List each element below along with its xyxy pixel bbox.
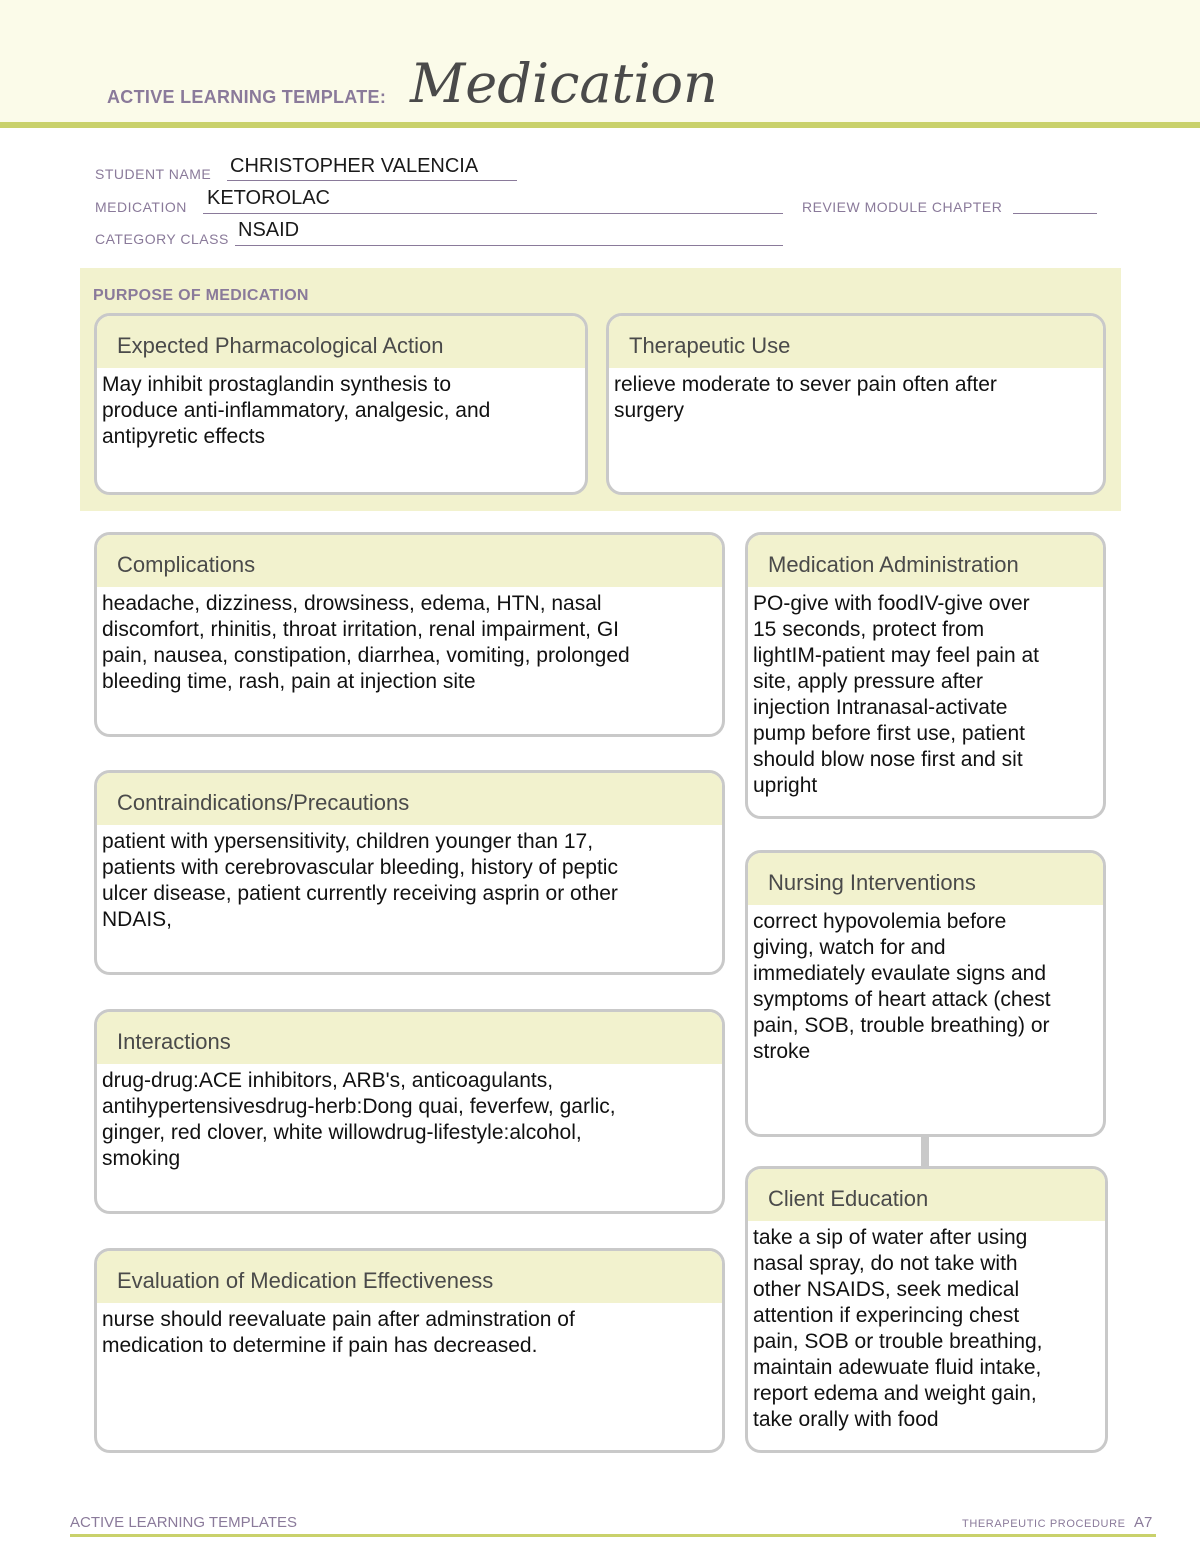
text-line: pain, SOB or trouble breathing,: [753, 1330, 1043, 1353]
student-name-value[interactable]: CHRISTOPHER VALENCIA: [230, 155, 479, 177]
text-line: drug-drug:ACE inhibitors, ARB's, anticoagulants,: [102, 1069, 554, 1092]
footer-page-number: A7: [1134, 1514, 1153, 1531]
footer-right: THERAPEUTIC PROCEDURE: [962, 1518, 1126, 1530]
administration-body[interactable]: [748, 587, 1103, 799]
template-label: ACTIVE LEARNING TEMPLATE:: [107, 87, 387, 107]
text-line: injection Intranasal-activate: [753, 696, 1008, 719]
nursing-box: [745, 850, 1106, 1137]
text-line: nasal spray, do not take with: [753, 1252, 1018, 1275]
contraindications-box: [94, 770, 725, 975]
review-module-label: REVIEW MODULE CHAPTER: [802, 199, 1003, 215]
education-box: [745, 1166, 1108, 1453]
purpose-title: PURPOSE OF MEDICATION: [93, 287, 309, 304]
text-line: headache, dizziness, drowsiness, edema, HTN, nasal: [102, 592, 602, 615]
complications-heading: Complications: [97, 535, 722, 587]
text-line: stroke: [753, 1040, 811, 1063]
category-class-label: CATEGORY CLASS: [95, 231, 229, 247]
text-line: symptoms of heart attack (chest: [753, 988, 1051, 1011]
text-line: pump before first use, patient: [753, 722, 1025, 745]
therapeutic-use-box: [606, 313, 1106, 495]
medication-label: MEDICATION: [95, 199, 187, 215]
administration-heading: Medication Administration: [748, 535, 1103, 587]
text-line: PO-give with foodIV-give over: [753, 592, 1030, 615]
text-line: patient with ypersensitivity, children younger than 17,: [102, 830, 594, 853]
evaluation-body[interactable]: [97, 1303, 722, 1359]
education-body[interactable]: [748, 1221, 1105, 1433]
complications-box: [94, 532, 725, 737]
text-line: lightIM-patient may feel pain at: [753, 644, 1039, 667]
text-line: attention if experincing chest: [753, 1304, 1020, 1327]
text-line: relieve moderate to sever pain often after: [614, 373, 997, 396]
student-name-label: STUDENT NAME: [95, 166, 212, 182]
page-title: Medication: [410, 52, 718, 115]
text-line: nurse should reevaluate pain after adminstration of: [102, 1308, 575, 1331]
nursing-body[interactable]: [748, 905, 1103, 1065]
text-line: upright: [753, 774, 818, 797]
interactions-box: [94, 1009, 725, 1214]
text-line: ulcer disease, patient currently receiving asprin or other: [102, 882, 618, 905]
text-line: maintain adewuate fluid intake,: [753, 1356, 1042, 1379]
therapeutic-use-body[interactable]: [609, 368, 1103, 424]
text-line: 15 seconds, protect from: [753, 618, 985, 641]
evaluation-box: [94, 1248, 725, 1453]
expected-action-heading: Expected Pharmacological Action: [97, 316, 585, 368]
text-line: immediately evaulate signs and: [753, 962, 1046, 985]
text-line: smoking: [102, 1147, 181, 1170]
education-heading: Client Education: [748, 1169, 1105, 1221]
category-class-value[interactable]: NSAID: [238, 219, 300, 241]
footer-left: ACTIVE LEARNING TEMPLATES: [70, 1514, 297, 1531]
text-line: correct hypovolemia before: [753, 910, 1007, 933]
expected-action-body[interactable]: [97, 368, 585, 450]
complications-body[interactable]: [97, 587, 722, 695]
text-line: antipyretic effects: [102, 425, 266, 448]
text-line: giving, watch for and: [753, 936, 946, 959]
text-line: antihypertensivesdrug-herb:Dong quai, feverfew, garlic,: [102, 1095, 616, 1118]
administration-box: [745, 532, 1106, 819]
text-line: ginger, red clover, white willowdrug-lifestyle:alcohol,: [102, 1121, 582, 1144]
text-line: report edema and weight gain,: [753, 1382, 1037, 1405]
text-line: other NSAIDS, seek medical: [753, 1278, 1020, 1301]
text-line: NDAIS,: [102, 908, 173, 931]
contraindications-body[interactable]: [97, 825, 722, 933]
category-class-line: [235, 245, 783, 246]
medication-value[interactable]: KETOROLAC: [207, 187, 330, 209]
text-line: should blow nose first and sit: [753, 748, 1023, 771]
text-line: pain, nausea, constipation, diarrhea, vomiting, prolonged: [102, 644, 630, 667]
interactions-heading: Interactions: [97, 1012, 722, 1064]
text-line: site, apply pressure after: [753, 670, 983, 693]
interactions-body[interactable]: [97, 1064, 722, 1172]
text-line: take a sip of water after using: [753, 1226, 1028, 1249]
nursing-heading: Nursing Interventions: [748, 853, 1103, 905]
text-line: May inhibit prostaglandin synthesis to: [102, 373, 452, 396]
text-line: take orally with food: [753, 1408, 939, 1431]
box-connector: [921, 1136, 929, 1166]
footer-rule: [70, 1534, 1156, 1537]
therapeutic-use-heading: Therapeutic Use: [609, 316, 1103, 368]
header-rule: [0, 122, 1200, 128]
text-line: bleeding time, rash, pain at injection site: [102, 670, 476, 693]
contraindications-heading: Contraindications/Precautions: [97, 773, 722, 825]
text-line: discomfort, rhinitis, throat irritation, renal impairment, GI: [102, 618, 620, 641]
text-line: pain, SOB, trouble breathing) or: [753, 1014, 1050, 1037]
text-line: produce anti-inflammatory, analgesic, and: [102, 399, 491, 422]
evaluation-heading: Evaluation of Medication Effectiveness: [97, 1251, 722, 1303]
text-line: medication to determine if pain has decreased.: [102, 1334, 538, 1357]
text-line: surgery: [614, 399, 685, 422]
student-name-line: [227, 180, 517, 181]
text-line: patients with cerebrovascular bleeding, history of peptic: [102, 856, 618, 879]
expected-action-box: [94, 313, 588, 495]
review-module-line: [1013, 213, 1097, 214]
medication-line: [203, 213, 783, 214]
